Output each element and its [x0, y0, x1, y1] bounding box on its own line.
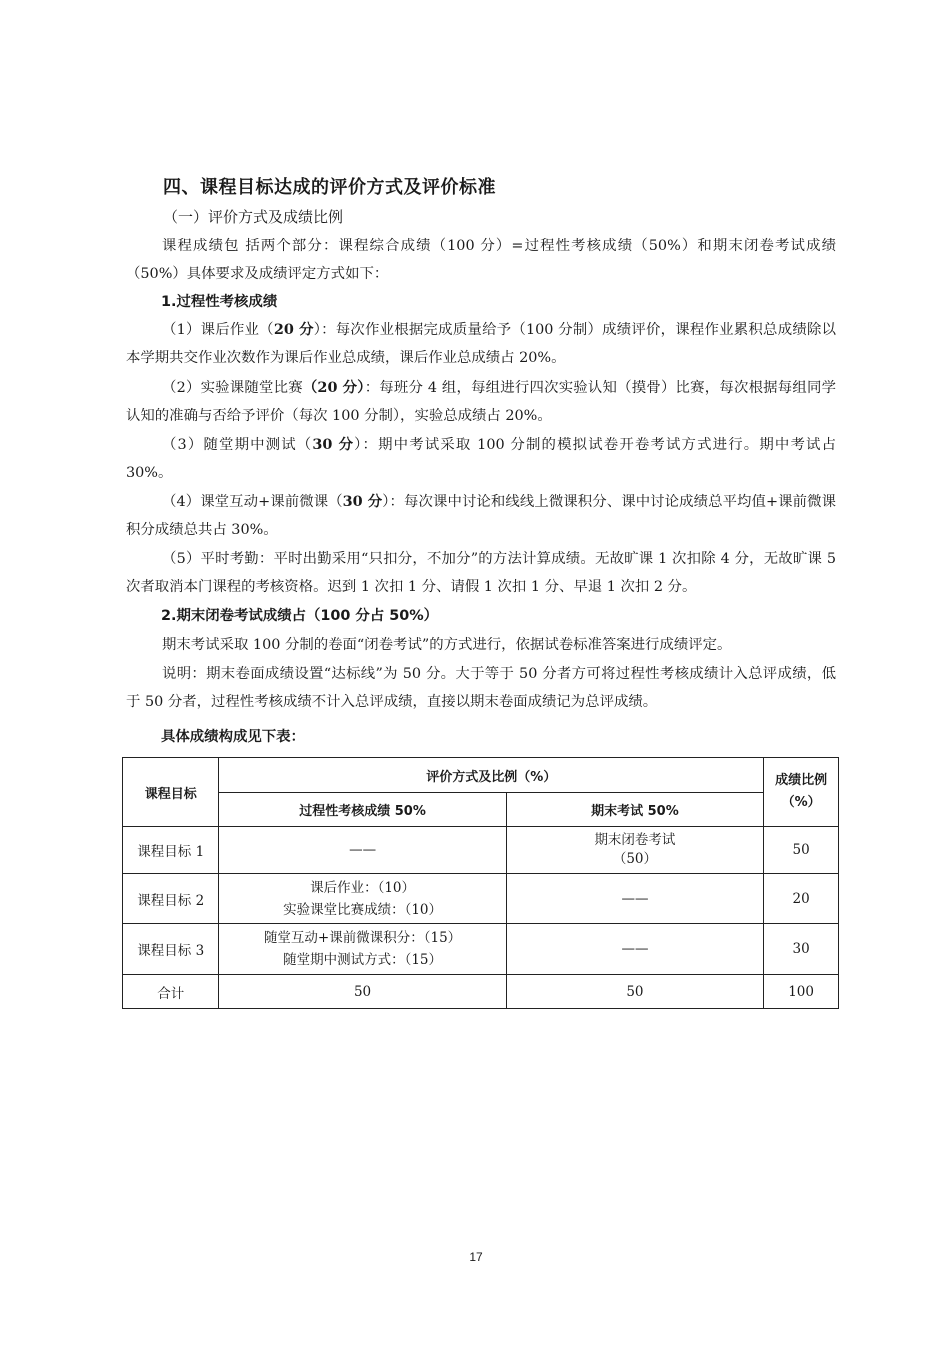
cell-ratio: 20	[764, 874, 839, 924]
cell-line: 随堂期中测试方式：（15）	[283, 952, 443, 968]
header-eval-method: 评价方式及比例（%）	[219, 758, 764, 793]
item-text: （1）课后作业（	[162, 322, 274, 338]
cell-process	[219, 924, 506, 975]
cell-ratio: 50	[764, 827, 839, 874]
header-ratio-unit: （%）	[781, 795, 821, 810]
cell-final	[506, 874, 764, 924]
cell-line: 课后作业：（10）	[310, 879, 416, 896]
cell-final	[506, 924, 764, 975]
part2-heading: 2.期末闭卷考试成绩占（100 分占 50%）	[161, 608, 439, 624]
page-number: 17	[469, 1250, 483, 1264]
cell-total-ratio: 100	[764, 975, 839, 1009]
item-text: （5）平时考勤：平时出勤采用“只扣分，不加分”的方法计算成绩。无故旷课 1 次扣除 4 分，无故旷课 5 次者取消本门课程的考核资格。迟到 1 次扣 1 分、请假 1 次扣 1 分、早退 1 次扣 2 分。	[126, 551, 836, 595]
section-title: 四、课程目标达成的评价方式及评价标准	[163, 177, 496, 198]
cell-line: ——	[621, 941, 649, 957]
cell-line: 随堂互动+课前微课积分：（15）	[263, 930, 462, 946]
cell-line: （50）	[612, 851, 658, 867]
table-caption: 具体成绩构成见下表：	[161, 729, 305, 745]
item-emphasis: 30 分	[342, 493, 383, 510]
item-paragraph	[126, 374, 836, 430]
cell-total-process: 50	[219, 975, 506, 1009]
item-text: （4）课堂互动+课前微课（	[162, 494, 343, 510]
cell-line: 实验课堂比赛成绩：（10）	[283, 901, 443, 918]
item-emphasis: 30 分	[312, 436, 355, 453]
cell-line: ——	[349, 842, 377, 858]
table-row	[123, 924, 839, 975]
header-score-ratio	[764, 758, 839, 827]
header-course-goal: 课程目标	[123, 758, 219, 827]
grade-composition-table	[122, 757, 839, 1009]
item-paragraph	[126, 431, 836, 487]
item-emphasis: 20 分	[273, 321, 314, 338]
item-paragraph	[126, 488, 836, 544]
cell-process	[219, 827, 506, 874]
cell-final	[506, 827, 764, 874]
note-paragraph: 说明：期末卷面成绩设置“达标线”为 50 分。大于等于 50 分者方可将过程性考核成绩计入总评成绩，低于 50 分者，过程性考核成绩不计入总评成绩，直接以期末卷面成绩记为总评成绩。	[126, 666, 836, 710]
header-ratio-label: 成绩比例	[775, 773, 828, 788]
item-text: ）：每次课中讨论和线线上微课积分、课中讨论成绩总平均值+课前微课积分成绩总共占 30%。	[126, 494, 836, 538]
intro-paragraph: 课程成绩包 括两个部分：课程综合成绩（100 分）=过程性考核成绩（50%）和期末闭卷考试成绩（50%）具体要求及成绩评定方式如下：	[126, 238, 836, 282]
item-text: ）：期中考试采取 100 分制的模拟试卷开卷考试方式进行。期中考试占 30%。	[126, 437, 836, 481]
cell-line: 期末闭卷考试	[594, 832, 676, 848]
table-row-total	[123, 975, 839, 1009]
cell-line: ——	[621, 890, 649, 907]
item-text: ）：每次作业根据完成质量给予（100 分制）成绩评价，课程作业累积总成绩除以本学期共交作业次数作为课后作业总成绩，课后作业总成绩占 20%。	[126, 322, 836, 366]
cell-goal: 课程目标 3	[123, 924, 219, 975]
cell-total-label: 合计	[123, 975, 219, 1009]
cell-ratio: 30	[764, 924, 839, 975]
item-paragraph	[126, 545, 836, 601]
cell-goal: 课程目标 2	[123, 874, 219, 924]
cell-total-final: 50	[506, 975, 764, 1009]
section-subtitle: （一）评价方式及成绩比例	[163, 208, 344, 226]
cell-process	[219, 874, 506, 924]
final-exam-paragraph: 期末考试采取 100 分制的卷面“闭卷考试”的方式进行，依据试卷标准答案进行成绩评定。	[162, 637, 732, 653]
item-text: （2）实验课随堂比赛	[162, 380, 303, 396]
table-row	[123, 827, 839, 874]
item-text: ：每班分 4 组，每组进行四次实验认知（摸骨）比赛，每次根据每组同学认知的准确与否给予评价（每次 100 分制），实验总成绩占 20%。	[126, 380, 836, 424]
header-final-exam: 期末考试 50%	[506, 793, 764, 827]
item-paragraph	[126, 316, 836, 372]
item-text: （3）随堂期中测试（	[162, 437, 313, 453]
table-row	[123, 874, 839, 924]
header-process-score: 过程性考核成绩 50%	[219, 793, 506, 827]
item-emphasis: （20 分）	[302, 379, 365, 396]
part1-heading: 1.过程性考核成绩	[161, 294, 278, 310]
cell-goal: 课程目标 1	[123, 827, 219, 874]
